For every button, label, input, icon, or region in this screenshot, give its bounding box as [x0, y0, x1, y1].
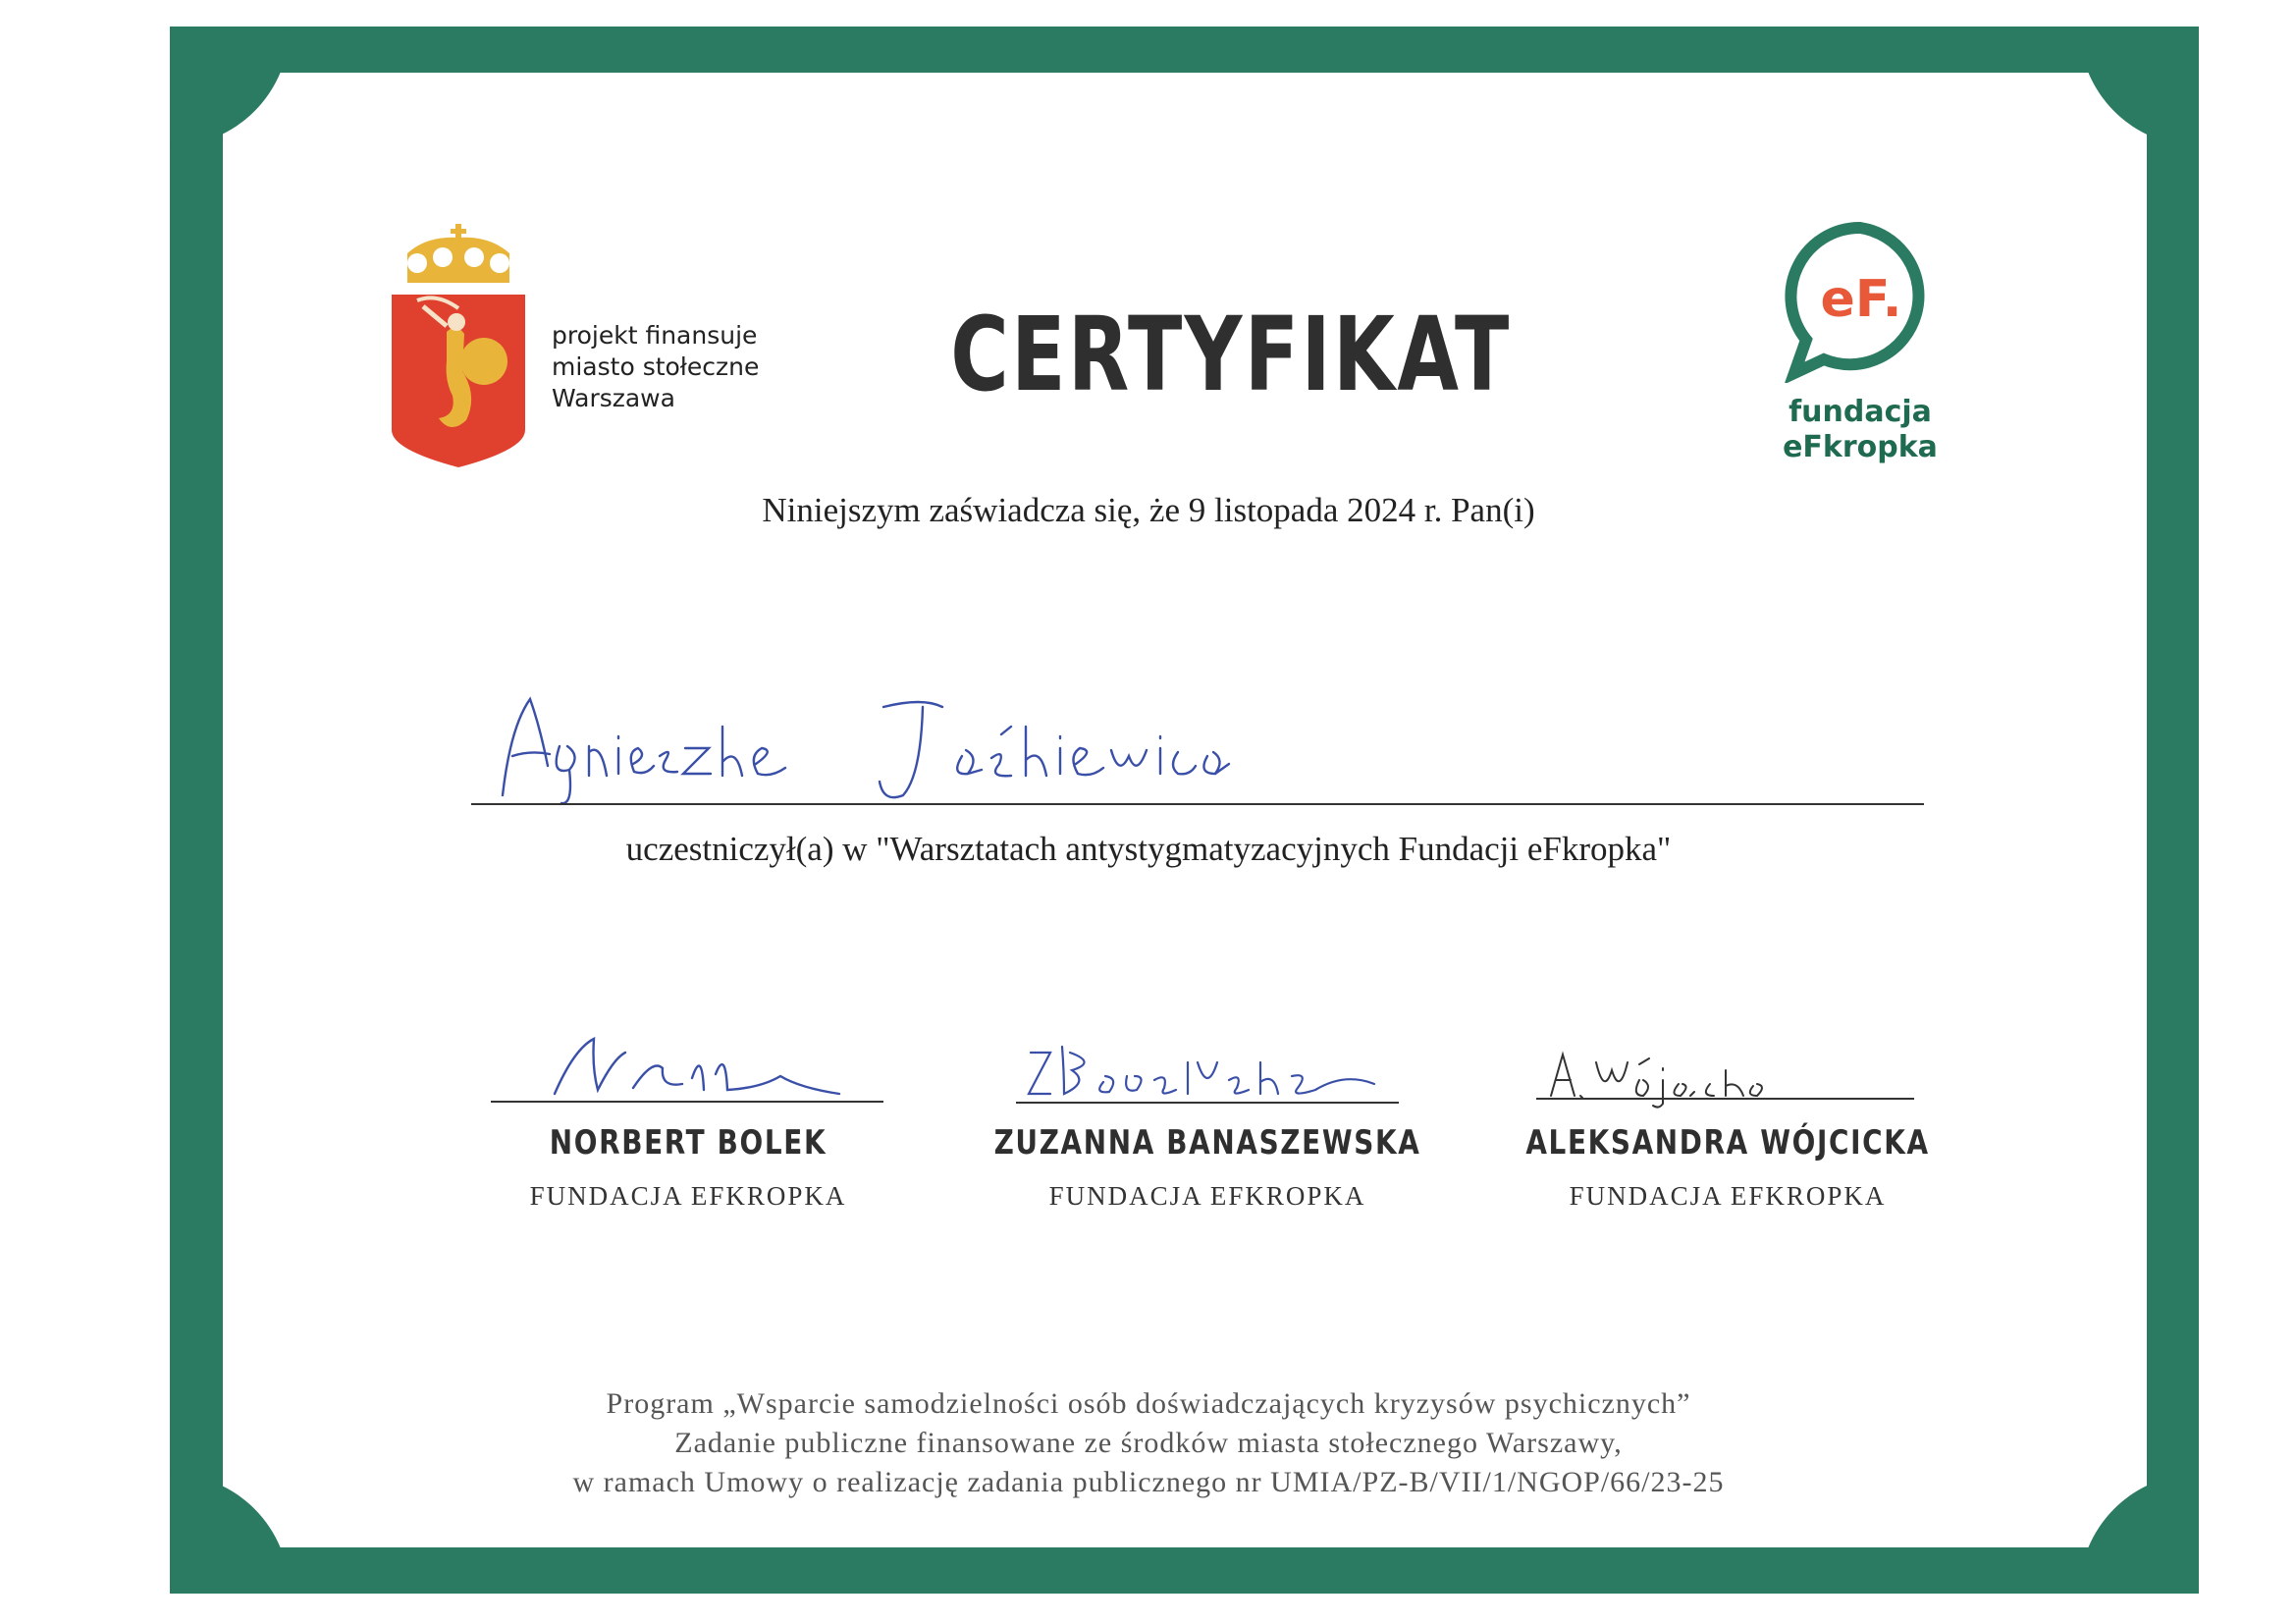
- funder-line: projekt finansuje: [552, 321, 758, 350]
- signatory-name: ALEKSANDRA WÓJCICKA: [1525, 1123, 1930, 1163]
- signatory-name: ZUZANNA BANASZEWSKA: [993, 1123, 1421, 1163]
- warsaw-crest-logo: [388, 224, 529, 469]
- footer-line: Program „Wsparcie samodzielności osób doświadczających kryzysów psychicznych”: [606, 1387, 1691, 1420]
- efkropka-logo-text: eF.: [1820, 270, 1902, 329]
- org-name: [1737, 395, 1983, 465]
- funder-line: Warszawa: [552, 384, 675, 412]
- signatory-name: NORBERT BOLEK: [549, 1123, 828, 1163]
- efkropka-logo: [1777, 216, 1944, 383]
- funder-caption: [552, 320, 759, 414]
- org-name-line: eFkropka: [1783, 430, 1938, 464]
- footer-line: w ramach Umowy o realizację zadania publicznego nr UMIA/PZ-B/VII/1/NGOP/66/23-25: [572, 1466, 1725, 1498]
- participant-name-handwritten: [491, 687, 1453, 805]
- signature-line: [1016, 1102, 1399, 1104]
- signature-norbert-bolek: [535, 1029, 928, 1098]
- signatory-org: FUNDACJA EFKROPKA: [1048, 1181, 1366, 1211]
- signatory-org: FUNDACJA EFKROPKA: [529, 1181, 847, 1211]
- participant-name-line: [471, 803, 1924, 805]
- org-name-line: fundacja: [1789, 395, 1932, 429]
- participation-statement: uczestniczył(a) w "Warsztatach antystygmatyzacyjnych Fundacji eFkropka": [625, 830, 1672, 868]
- program-footer: [393, 1384, 1904, 1502]
- signature-zuzanna-banaszewska: [1021, 1033, 1414, 1102]
- funder-line: miasto stołeczne: [552, 352, 760, 381]
- footer-line: Zadanie publiczne finansowane ze środków miasta stołecznego Warszawy,: [674, 1427, 1623, 1459]
- certificate-title: CERTYFIKAT: [950, 295, 1512, 414]
- signature-line: [1536, 1098, 1914, 1100]
- signatory-org: FUNDACJA EFKROPKA: [1569, 1181, 1887, 1211]
- intro-statement: Niniejszym zaświadcza się, że 9 listopada 2024 r. Pan(i): [762, 491, 1535, 529]
- signature-line: [491, 1101, 883, 1103]
